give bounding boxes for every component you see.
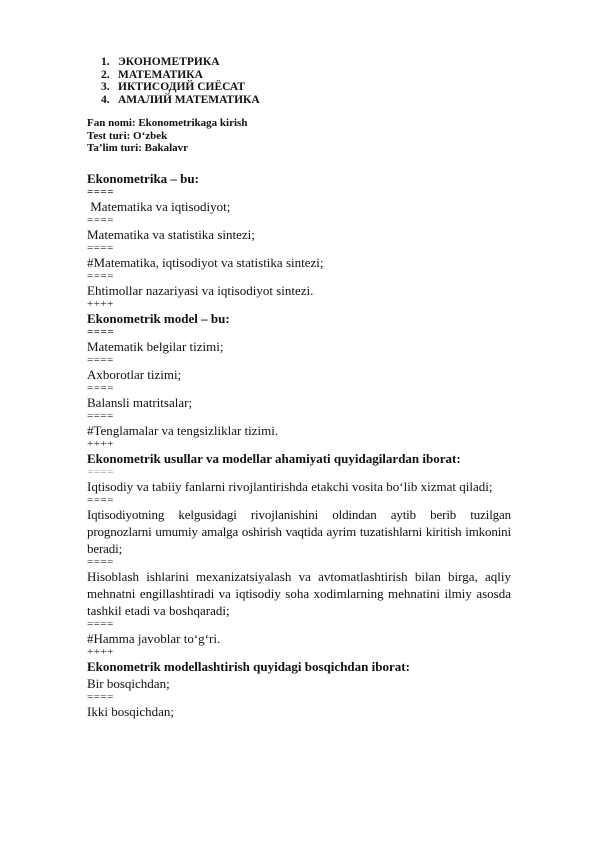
answer-option-correct: #Matematika, iqtisodiyot va statistika sintezi; xyxy=(87,254,324,270)
option-separator: ==== xyxy=(87,465,114,478)
test-meta xyxy=(87,117,511,155)
answer-option: Axborotlar tizimi; xyxy=(87,366,182,382)
option-separator: ==== xyxy=(87,381,114,394)
answer-option: Hisoblash ishlarini mexanizatsiyalash va avtomatlashtirish bilan birga, aqliy mehnatni engillashtiradi va iqtisodiy soha xodimlarning mehnatini ilmiy asosda tashkil etadi va boshqaradi; xyxy=(87,568,511,618)
answer-option: Iqtisodiy va tabiiy fanlarni rivojlantirishda etakchi vosita bo‘lib xizmat qiladi; xyxy=(87,478,493,494)
question-separator: ++++ xyxy=(87,437,114,450)
option-separator: ==== xyxy=(87,213,114,226)
option-separator: ==== xyxy=(87,493,114,506)
subject-item xyxy=(87,69,511,82)
document-page xyxy=(87,56,511,720)
list-number: 2. xyxy=(101,68,110,81)
option-separator: ==== xyxy=(87,185,115,198)
subject-label: МАТЕМАТИКА xyxy=(118,68,203,81)
question-text: Ekonometrik usullar va modellar ahamiyati quyidagilardan iborat: xyxy=(87,450,461,466)
test-type: Test turi: O‘zbek xyxy=(87,129,168,142)
question-separator: ++++ xyxy=(87,645,114,658)
subject-item xyxy=(87,56,511,69)
subject-name: Fan nomi: Ekonometrikaga kirish xyxy=(87,117,248,129)
subject-label: ИКТИСОДИЙ СИЁСАТ xyxy=(118,81,245,93)
question-text: Ekonometrik modellashtirish quyidagi bosqichdan iborat: xyxy=(87,658,410,674)
option-separator: ==== xyxy=(87,690,114,703)
subject-label: ЭКОНОМЕТРИКА xyxy=(118,56,220,68)
list-number: 1. xyxy=(101,56,110,68)
option-separator: ==== xyxy=(87,241,114,254)
answer-option: Matematika va iqtisodiyot; xyxy=(87,198,231,214)
subject-list xyxy=(87,56,511,106)
list-number: 3. xyxy=(101,81,110,93)
education-type: Ta’lim turi: Bakalavr xyxy=(87,142,189,154)
answer-option-correct: #Tenglamalar va tengsizliklar tizimi. xyxy=(87,422,279,438)
answer-option: Matematik belgilar tizimi; xyxy=(87,338,224,354)
answer-option: Ikki bosqichdan; xyxy=(87,703,175,719)
answer-option: Balansli matritsalar; xyxy=(87,394,193,410)
answer-option: Matematika va statistika sintezi; xyxy=(87,226,255,242)
option-separator: ==== xyxy=(87,269,114,282)
list-number: 4. xyxy=(101,93,110,106)
option-separator: ==== xyxy=(87,617,114,630)
answer-option: Iqtisodiyotning kelgusidagi rivojlanishini oldindan aytib berib tuzilgan prognozlarni umumiy amalga oshirish vaqtida ayrim tuzatishlarni kiritish imkonini beradi; xyxy=(87,506,511,556)
subject-item xyxy=(87,81,511,94)
option-separator: ==== xyxy=(87,555,114,568)
option-separator: ==== xyxy=(87,353,114,366)
answer-option: Ehtimollar nazariyasi va iqtisodiyot sintezi. xyxy=(87,282,314,298)
question-separator: ++++ xyxy=(87,297,114,310)
answer-option: Bir bosqichdan; xyxy=(87,675,170,691)
subject-item xyxy=(87,94,511,107)
question-text: Ekonometrika – bu: xyxy=(87,170,199,186)
question-text: Ekonometrik model – bu: xyxy=(87,310,230,326)
answer-option-correct: #Hamma javoblar to‘g‘ri. xyxy=(87,630,221,646)
option-separator: ==== xyxy=(87,325,115,338)
subject-label: АМАЛИЙ МАТЕМАТИКА xyxy=(118,93,260,106)
option-separator: ==== xyxy=(87,409,114,422)
test-content xyxy=(87,170,511,720)
